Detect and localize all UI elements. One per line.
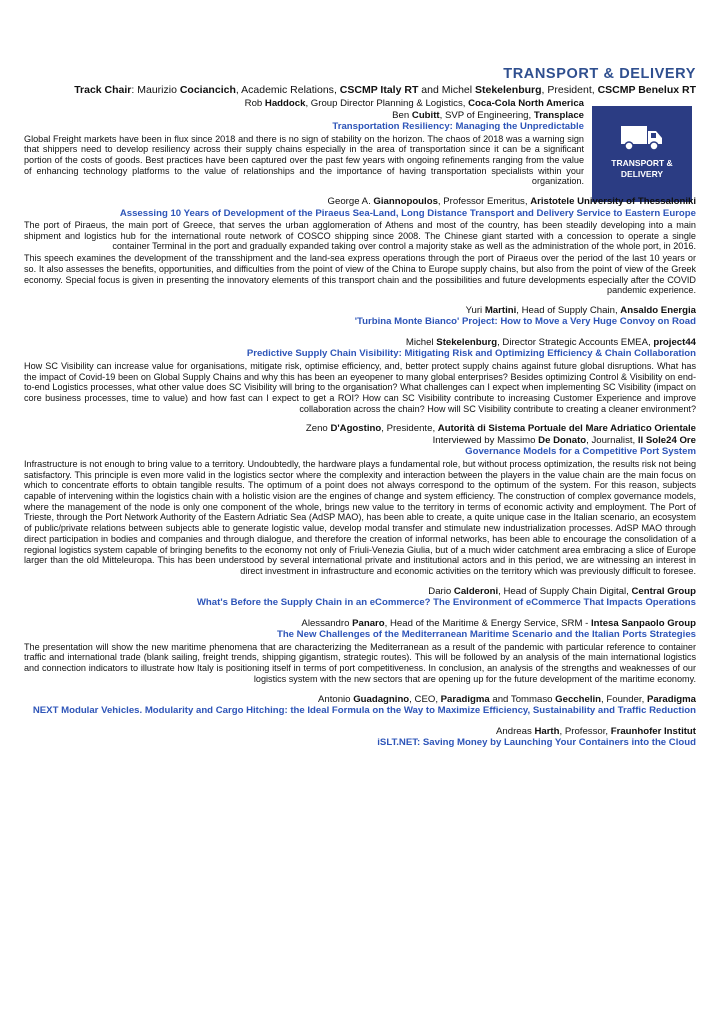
speaker-line: Dario Calderoni, Head of Supply Chain Digital, Central Group (428, 585, 696, 597)
session-abstract: How SC Visibility can increase value for organisations, mitigate risk, optimise efficiency, and, better protect supply chains against future global disruptions. What has the impact of Covid-19 been on Global Supply Chains and why this has been an eyeopener to many global enterprises? Besides optimizing Control & Visibility on end-to-end Logistics processes, what other value does SC Visibility will bring to the organisation? What challenges can I expect when implementing SC Visibility (impact on core business processes, time to value) and how fast can I expect to get a ROI? How can SC Visibility contribute to increasing Customer Experience and improve collaboration across the chain? How will SC Visibility contribute to creating a cleaner environment? (24, 360, 696, 414)
session-title: iSLT.NET: Saving Money by Launching Your Containers into the Cloud (377, 737, 696, 748)
interviewer-line: Interviewed by Massimo De Donato, Journalist, Il Sole24 Ore (432, 434, 696, 446)
speaker-line: Alessandro Panaro, Head of the Maritime & Energy Service, SRM - Intesa Sanpaolo Group (301, 617, 696, 629)
session-title: Assessing 10 Years of Development of the Piraeus Sea-Land, Long Distance Transport and Delivery Service to Eastern Europe (119, 207, 696, 219)
session-title: The New Challenges of the Mediterranean Maritime Scenario and the Italian Ports Strategies (276, 629, 696, 641)
session-title: Predictive Supply Chain Visibility: Mitigating Risk and Optimizing Efficiency & Chain Collaboration (246, 348, 696, 360)
session-giannopoulos (24, 196, 696, 296)
speaker-line: Ben Cubitt, SVP of Engineering, Transplace (392, 109, 584, 121)
session-abstract: Global Freight markets have been in flux since 2018 and there is no sign of stability on the horizon. The chaos of 2018 was a warning sign that shippers need to develop resiliency across their supply chains especially in the area of transportation since it can be a significant portion of the costs of goods. Best practices have been captured over the past few years with ongoing refinements ranging from the value of enhancing technology platforms to the value of relationships and the importance of having transportation specialists within your organization. (24, 133, 584, 187)
session-abstract: The presentation will show the new maritime phenomena that are characterizing the Mediterranean as a result of the pandemic with particular reference to container traffic and international trade (blank sailing, freight trends, shipping gigantism, strategic routes). This will be followed by an analysis of the main international logistics and connection indicators to illustrate how Italy is positioning itself in terms of port competitiveness. In conclusion, an analysis of the strengths and weaknesses of our logistics system with the new sectors that are opening up for the future development of the maritime economy. (24, 641, 696, 684)
session-title: 'Turbina Monte Bianco' Project: How to Move a Very Huge Convoy on Road (354, 316, 696, 328)
session-abstract: The port of Piraeus, the main port of Greece, that serves the urban agglomeration of Athens and most of the country, has been steadily developing into a main shipment and logistics hub for the international route network of COSCO shipping since 2008. The Chinese giant started with a concession to operate a single container Terminal in the port and gradually expanded taking over control a majority stake as well as the administration of the whole port, in 2016. (24, 220, 696, 252)
speaker-line: Michel Stekelenburg, Director Strategic Accounts EMEA, project44 (405, 336, 696, 348)
session-title: Transportation Resiliency: Managing the Unpredictable (332, 121, 584, 132)
speaker-line: Rob Haddock, Group Director Planning & Logistics, Coca-Cola North America (244, 98, 584, 109)
sessions-list (24, 98, 696, 758)
session-calderoni (24, 586, 696, 609)
session-martini (24, 305, 696, 328)
badge-label-line2: DELIVERY (620, 168, 664, 179)
session-abstract: Infrastructure is not enough to bring value to a territory. Undoubtedly, the hardware plays a fundamental role, but without process optimization, the results risk not being satisfactory. This principle is even more valid in the logistics sector where the complexity and interaction between the players in the value chain are the main focus on which to concentrate efforts to obtain tangible results. The optimum of a point does not always correspond to the optimum of the system. For this reason, subjects capable of intervening within the logistics chain with a holistic vision are the engines of change and system efficiency. The construction of complex governance models, where the management of the node is only one component of the whole, brings new value to the territory in terms of economic activity and employment. The Port of Trieste, through the Port Network Authority of the Eastern Adriatic Sea (AdSP MAO), has been able to create, a quite unique case in the Italian scenario, an ecosystem of public/private relations between subjects able to generate logistic value, develop modal transfer and stimulate new industrialization processes. AdSP MAO through direct participation in bodies and companies and through dialogue, and therefore the creation of informal networks, has been able to encourage the consolidation of a regional logistics system capable of bringing benefits to the economy not only of Friuli-Venezia Giulia, but of a much wider catchment area embracing a slice of Europe larger than the old Mitteleuropa. This has been understood by several international private and institutional actors and in this period, we are witnessing an interest in direct investment in infrastructure and economic activities on the territory which was previously difficult to foresee. (24, 458, 696, 576)
speaker-line: Zeno D'Agostino, Presidente, Autorità di Sistema Portuale del Mare Adriatico Orientale (305, 423, 696, 435)
session-title: NEXT Modular Vehicles. Modularity and Cargo Hitching: the Ideal Formula on the Way to Maximize Efficiency, Sustainability and Traffic Reduction (32, 705, 696, 716)
page-title: TRANSPORT & DELIVERY (503, 66, 696, 82)
session-haddock-cubitt (24, 98, 696, 187)
speaker-line: Antonio Guadagnino, CEO, Paradigma and Tommaso Gecchelin, Founder, Paradigma (317, 693, 696, 705)
speaker-line: George A. Giannopoulos, Professor Emeritus, Aristotele University of Thessaloniki (327, 196, 696, 208)
speaker-line: Andreas Harth, Professor, Fraunhofer Institut (496, 725, 696, 737)
session-title: What's Before the Supply Chain in an eCommerce? The Environment of eCommerce That Impacts Operations (196, 597, 696, 609)
speaker-line: Yuri Martini, Head of Supply Chain, Ansaldo Energia (465, 304, 696, 316)
session-dagostino (24, 423, 696, 576)
session-harth (24, 726, 696, 749)
session-stekelenburg (24, 337, 696, 415)
session-guadagnino-gecchelin (24, 694, 696, 717)
track-chair-line: Track Chair: Maurizio Cociancich, Academic Relations, CSCMP Italy RT and Michel Stekelenburg, President, CSCMP Benelux RT (74, 84, 696, 96)
badge-label-line1: TRANSPORT & (611, 158, 673, 168)
session-title: Governance Models for a Competitive Port System (465, 446, 696, 458)
session-abstract-2: This speech examines the development of the transshipment and the land-sea express operations through the port of Piraeus over the period of the last 10 years or so. It also assesses the benefits, opportunities, and difficulties from the point of view of the China to Europe supply chains, but also from the point of view of the Greek economy. Special focus is given in presenting the innovatory elements of this transport chain and the possibilities and future developments especially after the COVID pandemic experience. (24, 253, 696, 296)
session-panaro (24, 618, 696, 685)
